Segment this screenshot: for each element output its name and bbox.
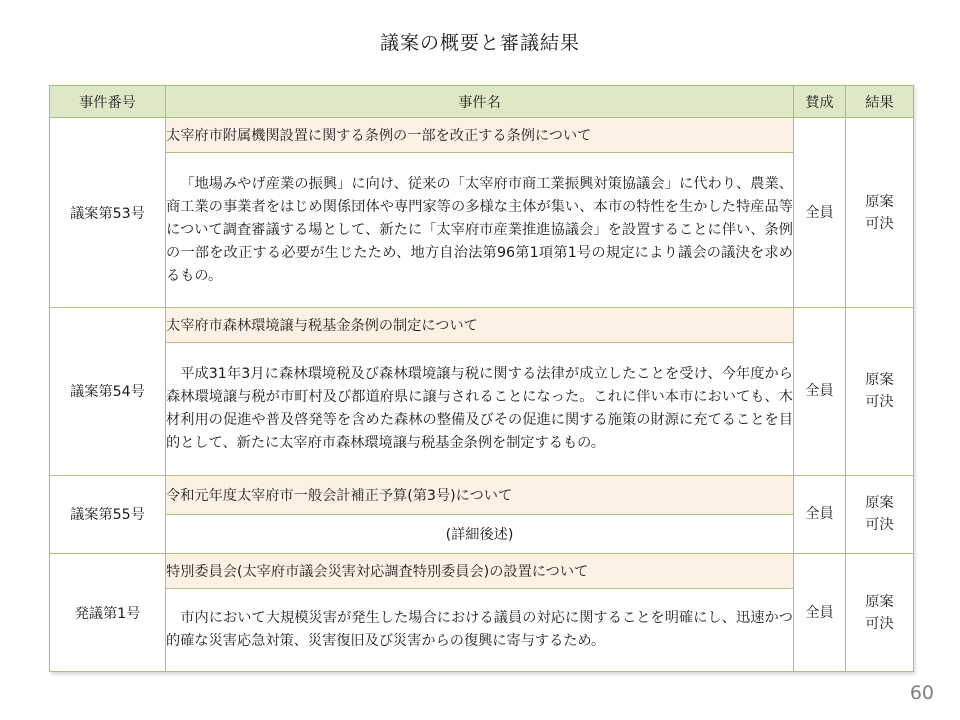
proposal-description: 市内において大規模災害が発生した場合における議員の対応に関することを明確にし、迅速かつ的確な災害応急対策、災害復旧及び災害からの復興に寄与するため。 (166, 589, 794, 672)
vote-result: 全員 (794, 475, 846, 554)
table-row (50, 475, 914, 514)
header-number: 事件番号 (50, 86, 166, 118)
result-line-1: 原案 (865, 593, 894, 610)
proposal-description: (詳細後述) (166, 514, 794, 553)
proposal-number: 議案第53号 (50, 118, 166, 308)
page-title: 議案の概要と審議結果 (379, 32, 580, 54)
proposal-title: 太宰府市森林環境譲与税基金条例の制定について (166, 308, 794, 343)
decision-result (846, 308, 914, 475)
result-line-1: 原案 (865, 495, 894, 512)
proposal-number: 議案第54号 (50, 308, 166, 475)
decision-result (846, 475, 914, 554)
proposal-description: 平成31年3月に森林環境税及び森林環境譲与税に関する法律が成立したことを受け、今年度から森林環境譲与税が市町村及び都道府県に譲与されることになった。これに伴い本市においても、木材利用の促進や普及啓発等を含めた森林の整備及びその促進に関する施策の財源に充てることを目的として、新たに太宰府市森林環境譲与税基金条例を制定するもの。 (166, 343, 794, 475)
table-header-row (50, 86, 914, 118)
table-row (50, 514, 914, 553)
table-row (50, 118, 914, 153)
result-line-1: 原案 (865, 372, 894, 389)
vote-result: 全員 (794, 554, 846, 672)
result-line-2: 可決 (865, 394, 894, 411)
table-row (50, 343, 914, 475)
header-vote: 賛成 (794, 86, 846, 118)
page-number: 60 (909, 682, 934, 704)
proposal-number: 発議第1号 (50, 554, 166, 672)
result-line-1: 原案 (865, 193, 894, 210)
proposal-title: 令和元年度太宰府市一般会計補正予算(第3号)について (166, 475, 794, 514)
table-row (50, 589, 914, 672)
result-line-2: 可決 (865, 215, 894, 232)
result-line-2: 可決 (865, 517, 894, 534)
header-result: 結果 (846, 86, 914, 118)
proposals-table (49, 85, 914, 672)
table-row (50, 554, 914, 589)
decision-result (846, 554, 914, 672)
table-row (50, 153, 914, 308)
header-name: 事件名 (166, 86, 794, 118)
table-row (50, 308, 914, 343)
result-line-2: 可決 (865, 615, 894, 632)
proposal-title: 特別委員会(太宰府市議会災害対応調査特別委員会)の設置について (166, 554, 794, 589)
decision-result (846, 118, 914, 308)
proposal-title: 太宰府市附属機関設置に関する条例の一部を改正する条例について (166, 118, 794, 153)
proposal-description: 「地場みやげ産業の振興」に向け、従来の「太宰府市商工業振興対策協議会」に代わり、農業、商工業の事業者をはじめ関係団体や専門家等の多様な主体が集い、本市の特性を生かした特産品等について調査審議する場として、新たに「太宰府市産業推進協議会」を設置することに伴い、条例の一部を改正する必要が生じたため、地方自治法第96第1項第1号の規定により議会の議決を求めるもの。 (166, 153, 794, 308)
vote-result: 全員 (794, 118, 846, 308)
proposals-table-frame (49, 85, 913, 672)
vote-result: 全員 (794, 308, 846, 475)
proposal-number: 議案第55号 (50, 475, 166, 554)
